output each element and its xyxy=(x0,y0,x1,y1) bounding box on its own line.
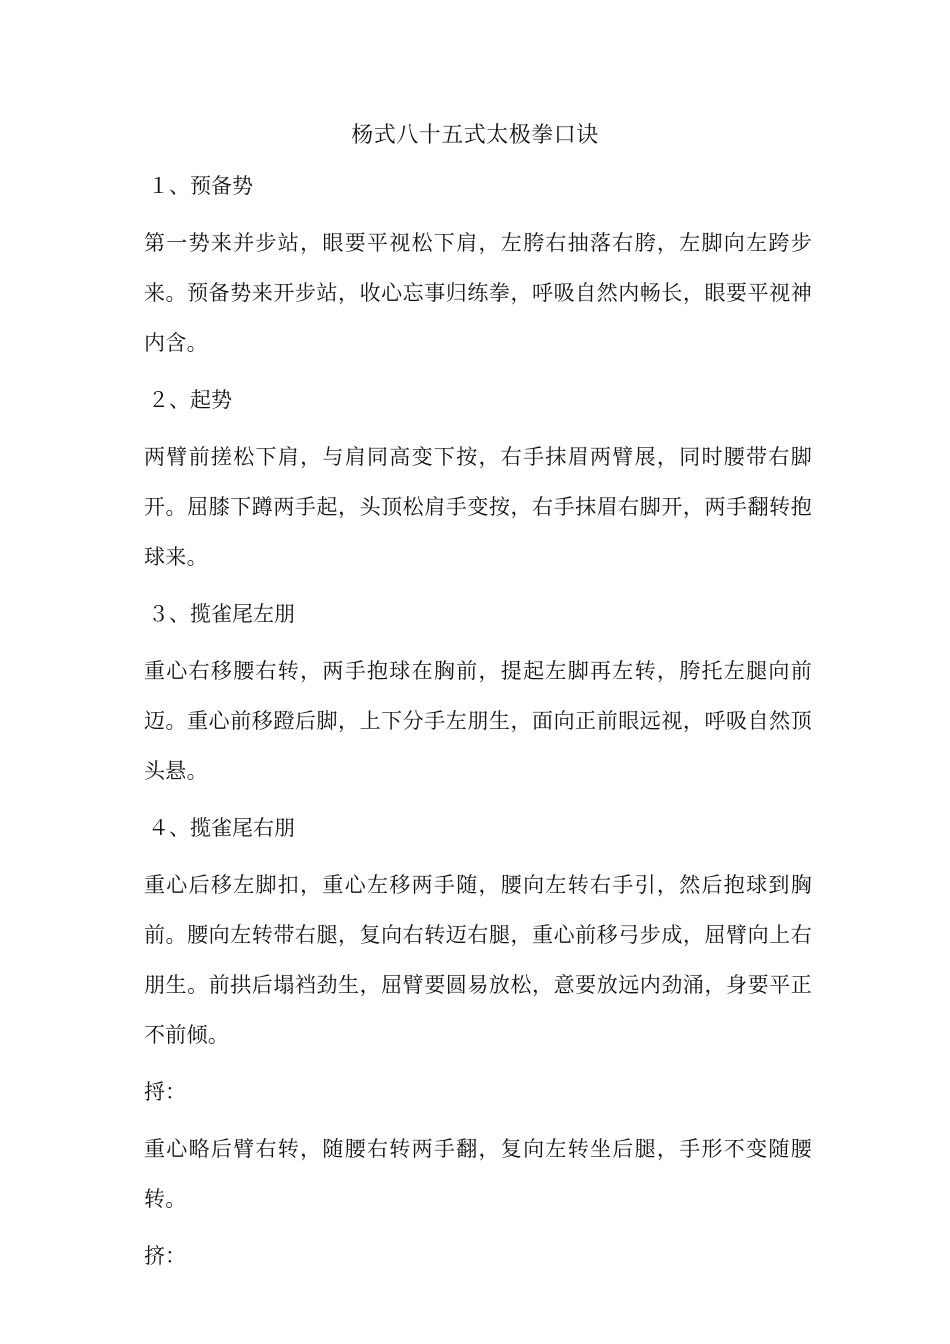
sub-section-ji xyxy=(144,1238,812,1274)
section-paragraph: 两臂前搓松下肩，与肩同高变下按，右手抹眉两臂展，同时腰带右脚开。屈膝下蹲两手起，头顶松肩手变按，右手抹眉右脚开，两手翻转抱球来。 xyxy=(144,445,812,569)
sub-section-label: 捋： xyxy=(144,1080,186,1104)
section-2 xyxy=(144,382,812,582)
page-title: 杨式八十五式太极拳口诀 xyxy=(351,123,599,148)
sub-section-label: 挤： xyxy=(144,1244,186,1268)
sub-section-lu xyxy=(144,1074,812,1224)
section-3 xyxy=(144,596,812,796)
sub-section-paragraph: 重心略后臂右转，随腰右转两手翻，复向左转坐后腿，手形不变随腰转。 xyxy=(144,1137,812,1211)
section-heading: ３、揽雀尾左朋 xyxy=(148,602,295,626)
section-4 xyxy=(144,810,812,1060)
section-paragraph: 第一势来并步站，眼要平视松下肩，左胯右抽落右胯，左脚向左跨步来。预备势来开步站，收心忘事归练拳，呼吸自然内畅长，眼要平视神内含。 xyxy=(144,231,812,355)
section-paragraph: 重心后移左脚扣，重心左移两手随，腰向左转右手引，然后抱球到胸前。腰向左转带右腿，复向右转迈右腿，重心前移弓步成，屈臂向上右朋生。前拱后塌裆劲生，屈臂要圆易放松，意要放远内劲涌，身要平正不前倾。 xyxy=(144,873,812,1047)
section-paragraph: 重心右移腰右转，两手抱球在胸前，提起左脚再左转，胯托左腿向前迈。重心前移蹬后脚，上下分手左朋生，面向正前眼远视，呼吸自然顶头悬。 xyxy=(144,659,812,783)
section-1 xyxy=(144,168,812,368)
document-body xyxy=(144,168,812,1288)
section-heading: ４、揽雀尾右朋 xyxy=(148,816,295,840)
section-heading: ２、起势 xyxy=(148,388,232,412)
section-heading: １、预备势 xyxy=(148,174,253,198)
